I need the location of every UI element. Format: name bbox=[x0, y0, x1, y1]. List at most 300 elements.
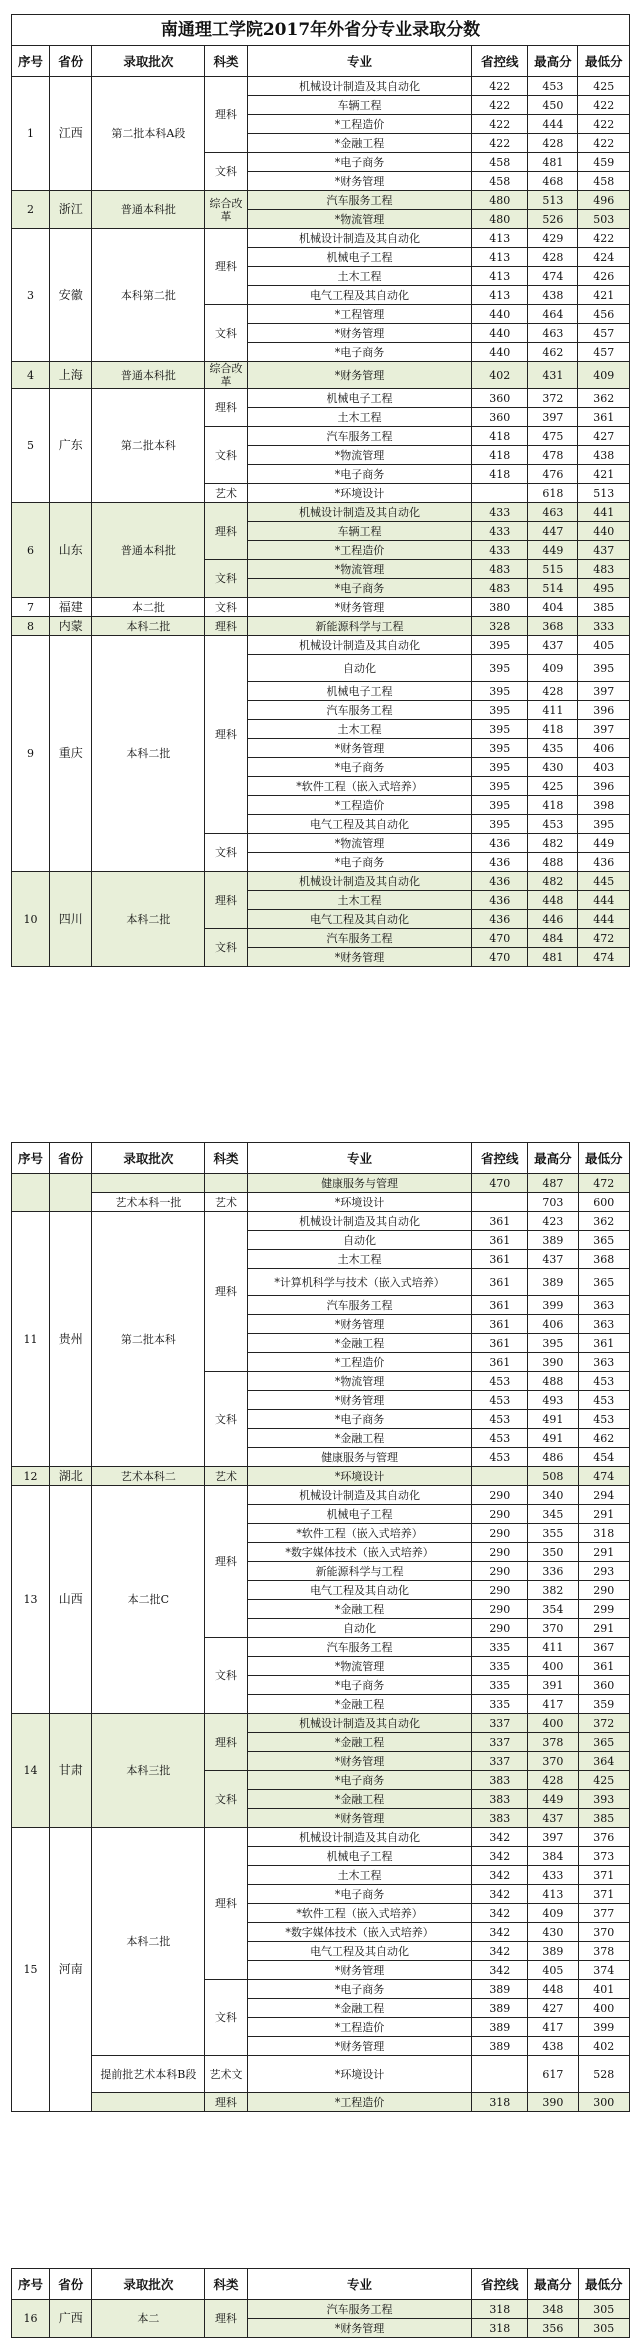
min-score-cell: 360 bbox=[578, 1676, 629, 1695]
min-score-cell: 496 bbox=[578, 191, 630, 210]
control-line-cell: 337 bbox=[472, 1733, 528, 1752]
control-line-cell: 436 bbox=[472, 872, 528, 891]
max-score-cell: 481 bbox=[528, 948, 578, 967]
max-score-cell: 389 bbox=[528, 1231, 578, 1250]
batch-cell: 本二批C bbox=[92, 1486, 205, 1714]
table-row bbox=[12, 503, 630, 522]
max-score-cell: 437 bbox=[528, 1809, 578, 1828]
major-cell: 健康服务与管理 bbox=[247, 1448, 472, 1467]
control-line-cell: 383 bbox=[472, 1809, 528, 1828]
max-score-cell: 345 bbox=[528, 1505, 578, 1524]
control-line-cell: 342 bbox=[472, 1923, 528, 1942]
category-cell: 理科 bbox=[205, 1212, 247, 1372]
min-score-cell: 422 bbox=[578, 96, 630, 115]
major-cell: 机械设计制造及其自动化 bbox=[247, 1828, 472, 1847]
control-line-cell: 383 bbox=[472, 1790, 528, 1809]
max-score-cell: 618 bbox=[528, 484, 578, 503]
max-score-cell: 428 bbox=[528, 1771, 578, 1790]
min-score-cell: 305 bbox=[578, 2300, 629, 2319]
major-cell: *财务管理 bbox=[247, 2319, 472, 2338]
major-cell: *电子商务 bbox=[247, 153, 472, 172]
major-cell: 汽车服务工程 bbox=[247, 191, 472, 210]
major-cell: 机械设计制造及其自动化 bbox=[247, 636, 472, 655]
max-score-cell: 491 bbox=[528, 1429, 578, 1448]
major-cell: *金融工程 bbox=[247, 1733, 472, 1752]
control-line-cell: 361 bbox=[472, 1353, 528, 1372]
table-row bbox=[12, 1212, 630, 1231]
control-line-cell: 342 bbox=[472, 1847, 528, 1866]
max-score-cell: 405 bbox=[528, 1961, 578, 1980]
max-score-cell: 428 bbox=[528, 134, 578, 153]
min-score-cell: 425 bbox=[578, 77, 630, 96]
header-max-score: 最高分 bbox=[528, 2269, 578, 2300]
min-score-cell: 421 bbox=[578, 465, 630, 484]
major-cell: *财务管理 bbox=[247, 324, 472, 343]
category-cell: 文科 bbox=[205, 1980, 247, 2056]
min-score-cell: 293 bbox=[578, 1562, 629, 1581]
province-cell: 重庆 bbox=[49, 636, 91, 872]
control-line-cell: 413 bbox=[472, 248, 528, 267]
max-score-cell: 395 bbox=[528, 1334, 578, 1353]
major-cell: 机械设计制造及其自动化 bbox=[247, 1486, 472, 1505]
control-line-cell: 433 bbox=[472, 522, 528, 541]
min-score-cell: 436 bbox=[578, 853, 630, 872]
major-cell: *电子商务 bbox=[247, 343, 472, 362]
min-score-cell: 405 bbox=[578, 636, 630, 655]
province-cell: 贵州 bbox=[49, 1212, 91, 1467]
max-score-cell: 356 bbox=[528, 2319, 578, 2338]
max-score-cell: 390 bbox=[528, 1353, 578, 1372]
major-cell: 机械电子工程 bbox=[247, 1505, 472, 1524]
min-score-cell: 409 bbox=[578, 362, 630, 389]
control-line-cell: 480 bbox=[472, 191, 528, 210]
control-line-cell: 436 bbox=[472, 910, 528, 929]
min-score-cell: 453 bbox=[578, 1372, 629, 1391]
max-score-cell: 409 bbox=[528, 655, 578, 682]
min-score-cell: 368 bbox=[578, 1250, 629, 1269]
major-cell: *环境设计 bbox=[247, 2056, 472, 2093]
min-score-cell: 362 bbox=[578, 389, 630, 408]
control-line-cell: 360 bbox=[472, 389, 528, 408]
seq-cell: 11 bbox=[12, 1212, 50, 1467]
min-score-cell: 453 bbox=[578, 1391, 629, 1410]
max-score-cell: 384 bbox=[528, 1847, 578, 1866]
header-province: 省份 bbox=[49, 2269, 91, 2300]
major-cell: *软件工程（嵌入式培养） bbox=[247, 1904, 472, 1923]
table-row bbox=[12, 191, 630, 210]
header-category: 科类 bbox=[205, 1143, 247, 1174]
min-score-cell: 370 bbox=[578, 1923, 629, 1942]
control-line-cell: 433 bbox=[472, 541, 528, 560]
max-score-cell: 431 bbox=[528, 362, 578, 389]
major-cell: *财务管理 bbox=[247, 1961, 472, 1980]
major-cell: *工程造价 bbox=[247, 541, 472, 560]
table-row bbox=[12, 1467, 630, 1486]
batch-cell: 艺术本科二 bbox=[92, 1467, 205, 1486]
header-control-line: 省控线 bbox=[472, 46, 528, 77]
max-score-cell: 488 bbox=[528, 853, 578, 872]
max-score-cell: 413 bbox=[528, 1885, 578, 1904]
category-cell: 理科 bbox=[205, 2093, 247, 2112]
major-cell: 汽车服务工程 bbox=[247, 701, 472, 720]
min-score-cell: 453 bbox=[578, 1410, 629, 1429]
max-score-cell: 448 bbox=[528, 891, 578, 910]
min-score-cell: 403 bbox=[578, 758, 630, 777]
province-cell: 广东 bbox=[49, 389, 91, 503]
max-score-cell: 370 bbox=[528, 1619, 578, 1638]
header-major: 专业 bbox=[247, 46, 472, 77]
max-score-cell: 449 bbox=[528, 541, 578, 560]
province-cell: 福建 bbox=[49, 598, 91, 617]
min-score-cell: 503 bbox=[578, 210, 630, 229]
max-score-cell: 447 bbox=[528, 522, 578, 541]
major-cell: 汽车服务工程 bbox=[247, 1638, 472, 1657]
control-line-cell: 483 bbox=[472, 579, 528, 598]
batch-cell: 普通本科批 bbox=[92, 191, 205, 229]
max-score-cell: 399 bbox=[528, 1296, 578, 1315]
max-score-cell: 348 bbox=[528, 2300, 578, 2319]
major-cell: 机械设计制造及其自动化 bbox=[247, 229, 472, 248]
max-score-cell: 425 bbox=[528, 777, 578, 796]
major-cell: *电子商务 bbox=[247, 579, 472, 598]
header-seq: 序号 bbox=[12, 2269, 50, 2300]
major-cell: 机械电子工程 bbox=[247, 389, 472, 408]
control-line-cell: 290 bbox=[472, 1581, 528, 1600]
min-score-cell: 385 bbox=[578, 1809, 629, 1828]
min-score-cell: 400 bbox=[578, 1999, 629, 2018]
min-score-cell: 440 bbox=[578, 522, 630, 541]
min-score-cell: 437 bbox=[578, 541, 630, 560]
max-score-cell: 453 bbox=[528, 815, 578, 834]
control-line-cell: 413 bbox=[472, 229, 528, 248]
max-score-cell: 508 bbox=[528, 1467, 578, 1486]
max-score-cell: 481 bbox=[528, 153, 578, 172]
category-cell: 文科 bbox=[205, 153, 247, 191]
max-score-cell: 453 bbox=[528, 77, 578, 96]
batch-cell: 第二批本科 bbox=[92, 1212, 205, 1467]
max-score-cell: 389 bbox=[528, 1942, 578, 1961]
seq-cell: 3 bbox=[12, 229, 50, 362]
max-score-cell: 433 bbox=[528, 1866, 578, 1885]
category-cell: 文科 bbox=[205, 1372, 247, 1467]
max-score-cell: 438 bbox=[528, 286, 578, 305]
max-score-cell: 400 bbox=[528, 1657, 578, 1676]
min-score-cell: 456 bbox=[578, 305, 630, 324]
control-line-cell: 483 bbox=[472, 560, 528, 579]
major-cell: *财务管理 bbox=[247, 362, 472, 389]
header-province: 省份 bbox=[49, 46, 91, 77]
control-line-cell: 395 bbox=[472, 739, 528, 758]
control-line-cell: 453 bbox=[472, 1372, 528, 1391]
province-cell: 江西 bbox=[49, 77, 91, 191]
max-score-cell: 340 bbox=[528, 1486, 578, 1505]
major-cell: *电子商务 bbox=[247, 1676, 472, 1695]
min-score-cell: 372 bbox=[578, 1714, 629, 1733]
control-line-cell: 337 bbox=[472, 1752, 528, 1771]
table-row bbox=[12, 2300, 630, 2319]
control-line-cell: 318 bbox=[472, 2093, 528, 2112]
min-score-cell: 495 bbox=[578, 579, 630, 598]
control-line-cell: 480 bbox=[472, 210, 528, 229]
max-score-cell: 404 bbox=[528, 598, 578, 617]
major-cell: *电子商务 bbox=[247, 853, 472, 872]
max-score-cell: 418 bbox=[528, 796, 578, 815]
province-cell: 山东 bbox=[49, 503, 91, 598]
max-score-cell: 389 bbox=[528, 1269, 578, 1296]
min-score-cell: 397 bbox=[578, 682, 630, 701]
major-cell: *金融工程 bbox=[247, 1334, 472, 1353]
category-cell: 文科 bbox=[205, 1638, 247, 1714]
min-score-cell: 459 bbox=[578, 153, 630, 172]
max-score-cell: 474 bbox=[528, 267, 578, 286]
control-line-cell: 290 bbox=[472, 1562, 528, 1581]
min-score-cell: 363 bbox=[578, 1353, 629, 1372]
min-score-cell: 300 bbox=[578, 2093, 629, 2112]
min-score-cell: 600 bbox=[578, 1193, 629, 1212]
control-line-cell bbox=[472, 2056, 528, 2093]
control-line-cell: 440 bbox=[472, 324, 528, 343]
seq-cell bbox=[12, 1174, 50, 1212]
major-cell: *电子商务 bbox=[247, 465, 472, 484]
table-row bbox=[12, 77, 630, 96]
major-cell: *金融工程 bbox=[247, 1695, 472, 1714]
min-score-cell: 458 bbox=[578, 172, 630, 191]
control-line-cell: 395 bbox=[472, 758, 528, 777]
min-score-cell: 444 bbox=[578, 891, 630, 910]
major-cell: *财务管理 bbox=[247, 739, 472, 758]
major-cell: *数字媒体技术（嵌入式培养） bbox=[247, 1543, 472, 1562]
major-cell: 电气工程及其自动化 bbox=[247, 286, 472, 305]
min-score-cell: 361 bbox=[578, 1334, 629, 1353]
batch-cell: 第二批本科A段 bbox=[92, 77, 205, 191]
max-score-cell: 515 bbox=[528, 560, 578, 579]
category-cell: 理科 bbox=[205, 503, 247, 560]
control-line-cell: 361 bbox=[472, 1212, 528, 1231]
control-line-cell: 440 bbox=[472, 305, 528, 324]
seq-cell: 6 bbox=[12, 503, 50, 598]
batch-cell: 本二批 bbox=[92, 598, 205, 617]
seq-cell: 14 bbox=[12, 1714, 50, 1828]
header-major: 专业 bbox=[247, 1143, 472, 1174]
max-score-cell: 430 bbox=[528, 1923, 578, 1942]
major-cell: *财务管理 bbox=[247, 598, 472, 617]
control-line-cell: 418 bbox=[472, 446, 528, 465]
control-line-cell: 342 bbox=[472, 1942, 528, 1961]
province-cell: 四川 bbox=[49, 872, 91, 967]
major-cell: *财务管理 bbox=[247, 1809, 472, 1828]
max-score-cell: 411 bbox=[528, 1638, 578, 1657]
header-seq: 序号 bbox=[12, 46, 50, 77]
control-line-cell: 418 bbox=[472, 427, 528, 446]
max-score-cell: 406 bbox=[528, 1315, 578, 1334]
category-cell: 理科 bbox=[205, 617, 247, 636]
major-cell: *环境设计 bbox=[247, 484, 472, 503]
major-cell: 电气工程及其自动化 bbox=[247, 1581, 472, 1600]
max-score-cell: 390 bbox=[528, 2093, 578, 2112]
max-score-cell: 486 bbox=[528, 1448, 578, 1467]
category-cell: 文科 bbox=[205, 834, 247, 872]
max-score-cell: 411 bbox=[528, 701, 578, 720]
min-score-cell: 359 bbox=[578, 1695, 629, 1714]
control-line-cell bbox=[472, 1193, 528, 1212]
min-score-cell: 395 bbox=[578, 815, 630, 834]
province-cell: 安徽 bbox=[49, 229, 91, 362]
major-cell: *电子商务 bbox=[247, 758, 472, 777]
major-cell: *物流管理 bbox=[247, 1657, 472, 1676]
category-cell: 文科 bbox=[205, 1771, 247, 1828]
major-cell: 土木工程 bbox=[247, 408, 472, 427]
max-score-cell: 400 bbox=[528, 1714, 578, 1733]
control-line-cell: 360 bbox=[472, 408, 528, 427]
max-score-cell: 409 bbox=[528, 1904, 578, 1923]
category-cell: 综合改革 bbox=[205, 191, 247, 229]
min-score-cell: 396 bbox=[578, 701, 630, 720]
category-cell: 理科 bbox=[205, 872, 247, 929]
seq-cell: 16 bbox=[12, 2300, 50, 2338]
major-cell: 机械电子工程 bbox=[247, 248, 472, 267]
min-score-cell: 371 bbox=[578, 1885, 629, 1904]
header-max-score: 最高分 bbox=[528, 1143, 578, 1174]
control-line-cell: 361 bbox=[472, 1296, 528, 1315]
control-line-cell: 418 bbox=[472, 465, 528, 484]
province-cell: 山西 bbox=[49, 1486, 91, 1714]
major-cell: 电气工程及其自动化 bbox=[247, 910, 472, 929]
max-score-cell: 427 bbox=[528, 1999, 578, 2018]
control-line-cell: 395 bbox=[472, 720, 528, 739]
max-score-cell: 462 bbox=[528, 343, 578, 362]
major-cell: *财务管理 bbox=[247, 1315, 472, 1334]
control-line-cell: 395 bbox=[472, 815, 528, 834]
control-line-cell: 342 bbox=[472, 1885, 528, 1904]
major-cell: *电子商务 bbox=[247, 1771, 472, 1790]
control-line-cell: 395 bbox=[472, 636, 528, 655]
category-cell: 艺术 bbox=[205, 484, 247, 503]
min-score-cell: 393 bbox=[578, 1790, 629, 1809]
max-score-cell: 475 bbox=[528, 427, 578, 446]
major-cell: 自动化 bbox=[247, 655, 472, 682]
major-cell: 土木工程 bbox=[247, 267, 472, 286]
category-cell: 理科 bbox=[205, 636, 247, 834]
table-page-3 bbox=[11, 2268, 630, 2338]
min-score-cell: 299 bbox=[578, 1600, 629, 1619]
max-score-cell: 382 bbox=[528, 1581, 578, 1600]
major-cell: *金融工程 bbox=[247, 134, 472, 153]
max-score-cell: 437 bbox=[528, 636, 578, 655]
major-cell: 机械设计制造及其自动化 bbox=[247, 77, 472, 96]
control-line-cell: 335 bbox=[472, 1638, 528, 1657]
major-cell: *工程造价 bbox=[247, 115, 472, 134]
min-score-cell: 291 bbox=[578, 1543, 629, 1562]
major-cell: *电子商务 bbox=[247, 1980, 472, 1999]
table-row bbox=[12, 636, 630, 655]
min-score-cell: 397 bbox=[578, 720, 630, 739]
control-line-cell: 318 bbox=[472, 2319, 528, 2338]
max-score-cell: 482 bbox=[528, 872, 578, 891]
max-score-cell: 372 bbox=[528, 389, 578, 408]
max-score-cell: 391 bbox=[528, 1676, 578, 1695]
control-line-cell: 342 bbox=[472, 1866, 528, 1885]
control-line-cell: 337 bbox=[472, 1714, 528, 1733]
table-page-1 bbox=[11, 14, 630, 967]
major-cell: *工程造价 bbox=[247, 2093, 472, 2112]
province-cell: 湖北 bbox=[49, 1467, 91, 1486]
batch-cell: 普通本科批 bbox=[92, 362, 205, 389]
seq-cell: 1 bbox=[12, 77, 50, 191]
max-score-cell: 355 bbox=[528, 1524, 578, 1543]
major-cell: *金融工程 bbox=[247, 1429, 472, 1448]
header-batch: 录取批次 bbox=[92, 2269, 205, 2300]
major-cell: *电子商务 bbox=[247, 1885, 472, 1904]
major-cell: 机械设计制造及其自动化 bbox=[247, 872, 472, 891]
min-score-cell: 361 bbox=[578, 1657, 629, 1676]
max-score-cell: 368 bbox=[528, 617, 578, 636]
max-score-cell: 438 bbox=[528, 2037, 578, 2056]
major-cell: *金融工程 bbox=[247, 1600, 472, 1619]
seq-cell: 8 bbox=[12, 617, 50, 636]
min-score-cell: 438 bbox=[578, 446, 630, 465]
table-row bbox=[12, 2093, 630, 2112]
control-line-cell: 290 bbox=[472, 1524, 528, 1543]
province-cell: 内蒙 bbox=[49, 617, 91, 636]
max-score-cell: 468 bbox=[528, 172, 578, 191]
major-cell: *计算机科学与技术（嵌入式培养） bbox=[247, 1269, 472, 1296]
category-cell: 文科 bbox=[205, 929, 247, 967]
max-score-cell: 448 bbox=[528, 1980, 578, 1999]
min-score-cell: 422 bbox=[578, 134, 630, 153]
control-line-cell: 342 bbox=[472, 1904, 528, 1923]
province-cell bbox=[49, 1174, 91, 1212]
min-score-cell: 396 bbox=[578, 777, 630, 796]
major-cell: *电子商务 bbox=[247, 1410, 472, 1429]
major-cell: 机械电子工程 bbox=[247, 1847, 472, 1866]
min-score-cell: 374 bbox=[578, 1961, 629, 1980]
control-line-cell: 328 bbox=[472, 617, 528, 636]
control-line-cell: 389 bbox=[472, 1999, 528, 2018]
max-score-cell: 476 bbox=[528, 465, 578, 484]
header-batch: 录取批次 bbox=[92, 46, 205, 77]
control-line-cell: 389 bbox=[472, 2037, 528, 2056]
control-line-cell: 389 bbox=[472, 1980, 528, 1999]
control-line-cell: 361 bbox=[472, 1250, 528, 1269]
major-cell: *物流管理 bbox=[247, 1372, 472, 1391]
max-score-cell: 484 bbox=[528, 929, 578, 948]
header-province: 省份 bbox=[49, 1143, 91, 1174]
min-score-cell: 294 bbox=[578, 1486, 629, 1505]
min-score-cell: 373 bbox=[578, 1847, 629, 1866]
major-cell: 土木工程 bbox=[247, 720, 472, 739]
min-score-cell: 426 bbox=[578, 267, 630, 286]
major-cell: 汽车服务工程 bbox=[247, 427, 472, 446]
category-cell: 理科 bbox=[205, 2300, 247, 2338]
admission-table-3 bbox=[11, 2268, 630, 2338]
category-cell: 文科 bbox=[205, 598, 247, 617]
major-cell: *金融工程 bbox=[247, 1999, 472, 2018]
control-line-cell: 413 bbox=[472, 286, 528, 305]
control-line-cell: 436 bbox=[472, 834, 528, 853]
category-cell: 综合改革 bbox=[205, 362, 247, 389]
category-cell: 理科 bbox=[205, 389, 247, 427]
major-cell: *数字媒体技术（嵌入式培养） bbox=[247, 1923, 472, 1942]
max-score-cell: 378 bbox=[528, 1733, 578, 1752]
control-line-cell: 458 bbox=[472, 172, 528, 191]
control-line-cell bbox=[472, 1467, 528, 1486]
min-score-cell: 365 bbox=[578, 1733, 629, 1752]
max-score-cell: 450 bbox=[528, 96, 578, 115]
major-cell: *财务管理 bbox=[247, 948, 472, 967]
major-cell: *工程造价 bbox=[247, 796, 472, 815]
seq-cell: 5 bbox=[12, 389, 50, 503]
control-line-cell: 318 bbox=[472, 2300, 528, 2319]
